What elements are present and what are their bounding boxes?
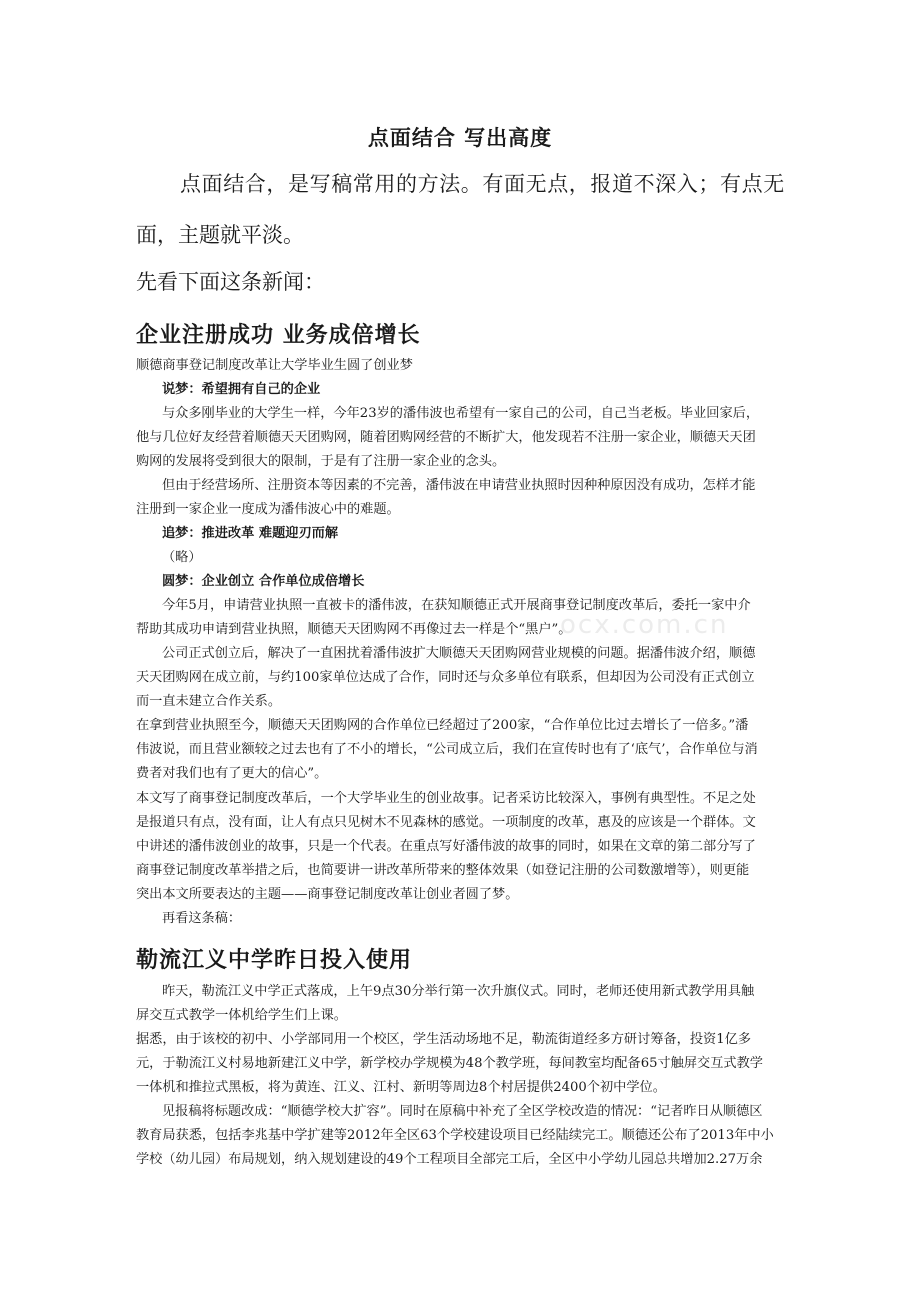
article1-section3-title: 圆梦：企业创立 合作单位成倍增长 [162, 574, 365, 589]
paragraph-line: 天天团购网在成立前，与约100家单位达成了合作，同时还与众多单位有联系，但却因为公司没有正式创立 [136, 670, 755, 685]
paragraph-line: 据悉，由于该校的初中、小学部同用一个校区，学生活动场地不足，勒流街道经多方研讨筹备，投资1亿多 [136, 1032, 752, 1047]
paragraph-line: 一体机和推拉式黑板，将为黄连、江义、江村、新明等周边8个村居提供2400个初中学位。 [136, 1080, 666, 1095]
intro-line-3: 先看下面这条新闻： [136, 270, 325, 294]
paragraph-line: 注册到一家企业一度成为潘伟波心中的难题。 [136, 502, 400, 517]
paragraph-line: 购网的发展将受到很大的限制，于是有了注册一家企业的念头。 [136, 454, 506, 469]
paragraph-line: 在拿到营业执照至今，顺德天天团购网的合作单位已经超过了200家，“合作单位比过去增长了一倍多。”潘 [136, 718, 749, 733]
commentary-line: 商事登记制度改革举措之后，也简要讲一讲改革所带来的整体效果（如登记注册的公司数激增等），则更能 [136, 863, 750, 878]
intro-line-1: 点面结合，是写稿常用的方法。有面无点，报道不深入；有点无 [180, 172, 785, 196]
article1-section1-title: 说梦：希望拥有自己的企业 [162, 382, 321, 397]
article1-headline: 企业注册成功 业务成倍增长 [136, 323, 421, 348]
transition-line: 再看这条稿： [162, 911, 242, 926]
paragraph-line: 教育局获悉，包括李兆基中学扩建等2012年全区63个学校建设项目已经陆续完工。顺德还公布了2013年中小 [136, 1128, 774, 1143]
paragraph-line: 公司正式创立后，解决了一直困扰着潘伟波扩大顺德天天团购网营业规模的问题。据潘伟波介绍，顺德 [162, 646, 756, 661]
commentary-line: 本文写了商事登记制度改革后，一个大学毕业生的创业故事。记者采访比较深入，事例有典型性。不足之处 [136, 791, 756, 806]
commentary-line: 突出本文所要表达的主题——商事登记制度改革让创业者圆了梦。 [136, 887, 519, 902]
article2-headline: 勒流江义中学昨日投入使用 [136, 948, 413, 973]
omitted-note: （略） [162, 550, 202, 565]
commentary-line: 是报道只有点，没有面，让人有点只见树木不见森林的感觉。一项制度的改革，惠及的应该是一个群体。文 [136, 815, 756, 830]
paragraph-line: 元，于勒流江义村易地新建江义中学，新学校办学规模为48个教学班，每间教室均配备65寸触屏交互式教学 [136, 1056, 763, 1071]
paragraph-line: 昨天，勒流江义中学正式落成，上午9点30分举行第一次升旗仪式。同时，老师还使用新式教学用具触 [162, 984, 755, 999]
paragraph-line: 但由于经营场所、注册资本等因素的不完善，潘伟波在申请营业执照时因种种原因没有成功，怎样才能 [162, 478, 756, 493]
paragraph-line: 今年5月，申请营业执照一直被卡的潘伟波，在获知顺德正式开展商事登记制度改革后，委托一家中介 [162, 598, 751, 613]
paragraph-line: 与众多刚毕业的大学生一样，今年23岁的潘伟波也希望有一家自己的公司，自己当老板。毕业回家后， [162, 406, 760, 421]
article1-section2-title: 追梦：推进改革 难题迎刃而解 [162, 526, 339, 541]
paragraph-line: 帮助其成功申请到营业执照，顺德天天团购网不再像过去一样是个“黑户”。 [136, 622, 572, 637]
paragraph-line: 见报稿将标题改成：“顺德学校大扩容”。同时在原稿中补充了全区学校改造的情况：“记者昨日从顺德区 [162, 1104, 763, 1119]
page-title: 点面结合 写出高度 [367, 126, 553, 150]
paragraph-line: 屏交互式教学一体机给学生们上课。 [136, 1008, 347, 1023]
paragraph-line: 学校（幼儿园）布局规划，纳入规划建设的49个工程项目全部完工后，全区中小学幼儿园总共增加2.27万余 [136, 1152, 763, 1167]
paragraph-line: 他与几位好友经营着顺德天天团购网，随着团购网经营的不断扩大，他发现若不注册一家企业，顺德天天团 [136, 430, 756, 445]
watermark: ocx.com.cn [560, 610, 729, 640]
paragraph-line: 费者对我们也有了更大的信心”。 [136, 766, 328, 781]
paragraph-line: 而一直未建立合作关系。 [136, 694, 282, 709]
commentary-line: 中讲述的潘伟波创业的故事，只是一个代表。在重点写好潘伟波的故事的同时，如果在文章的第二部分写了 [136, 839, 756, 854]
intro-line-2: 面，主题就平淡。 [136, 223, 304, 247]
article1-subheadline: 顺德商事登记制度改革让大学毕业生圆了创业梦 [136, 358, 413, 373]
paragraph-line: 伟波说，而且营业额较之过去也有了不小的增长，“公司成立后，我们在宣传时也有了‘底气’，合作单位与消 [136, 742, 758, 757]
